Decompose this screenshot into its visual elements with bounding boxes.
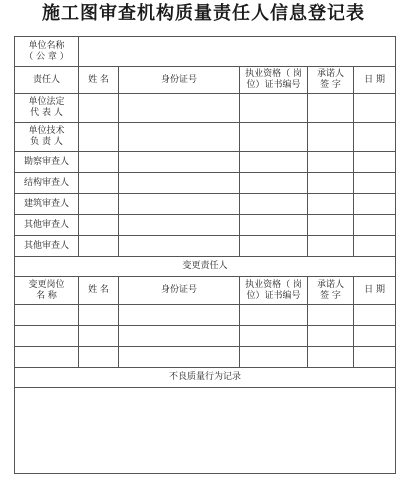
- signature-cell[interactable]: [308, 94, 354, 123]
- registration-table: [14, 36, 396, 474]
- role-tech-lead: [15, 123, 79, 152]
- change-header-row: [15, 277, 396, 305]
- role-structure-reviewer: 结构审查人: [15, 173, 79, 194]
- table-row: [15, 194, 396, 215]
- id-no-cell[interactable]: [119, 347, 240, 368]
- role-architecture-reviewer: 建筑审查人: [15, 194, 79, 215]
- signature-cell[interactable]: [308, 347, 354, 368]
- name-cell[interactable]: [79, 152, 119, 173]
- change-header-cert-line2: 位）证书编号: [246, 290, 301, 301]
- signature-cell[interactable]: [308, 236, 354, 257]
- header-role: 责任人: [15, 67, 79, 94]
- date-cell[interactable]: [354, 194, 396, 215]
- header-cert: [240, 67, 308, 94]
- name-cell[interactable]: [79, 194, 119, 215]
- cert-cell[interactable]: [240, 236, 308, 257]
- bad-record-title-row: [15, 368, 396, 388]
- signature-cell[interactable]: [308, 152, 354, 173]
- signature-cell[interactable]: [308, 173, 354, 194]
- change-header-post-line1: 变更岗位: [28, 279, 65, 290]
- id-no-cell[interactable]: [119, 305, 240, 326]
- table-row: [15, 173, 396, 194]
- id-no-cell[interactable]: [119, 236, 240, 257]
- name-cell[interactable]: [79, 123, 119, 152]
- id-no-cell[interactable]: [119, 123, 240, 152]
- change-header-post: [15, 277, 79, 305]
- header-cert-line1: 执业资格（ 岗: [245, 69, 302, 79]
- id-no-cell[interactable]: [119, 94, 240, 123]
- name-cell[interactable]: [79, 215, 119, 236]
- signature-cell[interactable]: [308, 326, 354, 347]
- unit-name-field[interactable]: [79, 37, 396, 67]
- cert-cell[interactable]: [240, 215, 308, 236]
- form-title: 施工图审查机构质量责任人信息登记表: [42, 3, 365, 24]
- role-label-line2: 负 责 人: [30, 137, 63, 147]
- post-cell[interactable]: [15, 326, 79, 347]
- header-row: [15, 67, 396, 94]
- date-cell[interactable]: [354, 173, 396, 194]
- cert-cell[interactable]: [240, 152, 308, 173]
- header-promise: [308, 67, 354, 94]
- signature-cell[interactable]: [308, 123, 354, 152]
- unit-name-label-line2: （ 公 章 ）: [24, 51, 69, 62]
- unit-name-label-line1: 单位名称: [28, 40, 65, 51]
- name-cell[interactable]: [79, 173, 119, 194]
- table-row: [15, 215, 396, 236]
- id-no-cell[interactable]: [119, 215, 240, 236]
- cert-cell[interactable]: [240, 173, 308, 194]
- date-cell[interactable]: [354, 347, 396, 368]
- change-header-promise-line2: 签 字: [320, 290, 341, 301]
- id-no-cell[interactable]: [119, 326, 240, 347]
- date-cell[interactable]: [354, 326, 396, 347]
- cert-cell[interactable]: [240, 194, 308, 215]
- change-section-title: 变更责任人: [15, 257, 396, 277]
- change-header-name: 姓 名: [79, 277, 119, 305]
- date-cell[interactable]: [354, 305, 396, 326]
- table-row: [15, 94, 396, 123]
- unit-name-label: [15, 37, 79, 67]
- signature-cell[interactable]: [308, 194, 354, 215]
- table-row: [15, 305, 396, 326]
- role-label-line1: 单位法定: [28, 97, 65, 107]
- id-no-cell[interactable]: [119, 194, 240, 215]
- post-cell[interactable]: [15, 305, 79, 326]
- name-cell[interactable]: [79, 305, 119, 326]
- name-cell[interactable]: [79, 347, 119, 368]
- bad-record-row: [15, 388, 396, 474]
- header-promise-line2: 签 字: [320, 80, 341, 90]
- id-no-cell[interactable]: [119, 173, 240, 194]
- table-row: [15, 236, 396, 257]
- bad-record-title: 不良质量行为记录: [15, 368, 396, 388]
- header-promise-line1: 承诺人: [316, 69, 344, 79]
- change-header-cert-line1: 执业资格（ 岗: [245, 279, 302, 290]
- date-cell[interactable]: [354, 215, 396, 236]
- cert-cell[interactable]: [240, 347, 308, 368]
- cert-cell[interactable]: [240, 123, 308, 152]
- change-section-title-row: [15, 257, 396, 277]
- cert-cell[interactable]: [240, 94, 308, 123]
- header-cert-line2: 位）证书编号: [246, 80, 301, 90]
- table-row: [15, 123, 396, 152]
- unit-name-row: [15, 37, 396, 67]
- role-other-reviewer-2: 其他审查人: [15, 236, 79, 257]
- signature-cell[interactable]: [308, 305, 354, 326]
- change-header-cert: [240, 277, 308, 305]
- date-cell[interactable]: [354, 152, 396, 173]
- change-header-promise-line1: 承诺人: [316, 279, 344, 290]
- name-cell[interactable]: [79, 236, 119, 257]
- table-row: [15, 347, 396, 368]
- header-date: 日 期: [354, 67, 396, 94]
- table-row: [15, 326, 396, 347]
- name-cell[interactable]: [79, 94, 119, 123]
- date-cell[interactable]: [354, 236, 396, 257]
- date-cell[interactable]: [354, 123, 396, 152]
- cert-cell[interactable]: [240, 326, 308, 347]
- role-legal-rep: [15, 94, 79, 123]
- date-cell[interactable]: [354, 94, 396, 123]
- role-other-reviewer-1: 其他审查人: [15, 215, 79, 236]
- id-no-cell[interactable]: [119, 152, 240, 173]
- change-header-date: 日 期: [354, 277, 396, 305]
- post-cell[interactable]: [15, 347, 79, 368]
- bad-record-field[interactable]: [15, 388, 396, 474]
- change-header-id-no: 身份证号: [119, 277, 240, 305]
- role-label-line2: 代 表 人: [30, 108, 63, 118]
- role-survey-reviewer: 勘察审查人: [15, 152, 79, 173]
- header-name: 姓 名: [79, 67, 119, 94]
- cert-cell[interactable]: [240, 305, 308, 326]
- table-row: [15, 152, 396, 173]
- role-label-line1: 单位技术: [28, 126, 65, 136]
- name-cell[interactable]: [79, 326, 119, 347]
- signature-cell[interactable]: [308, 215, 354, 236]
- header-id-no: 身份证号: [119, 67, 240, 94]
- change-header-post-line2: 名 称: [36, 290, 57, 301]
- change-header-promise: [308, 277, 354, 305]
